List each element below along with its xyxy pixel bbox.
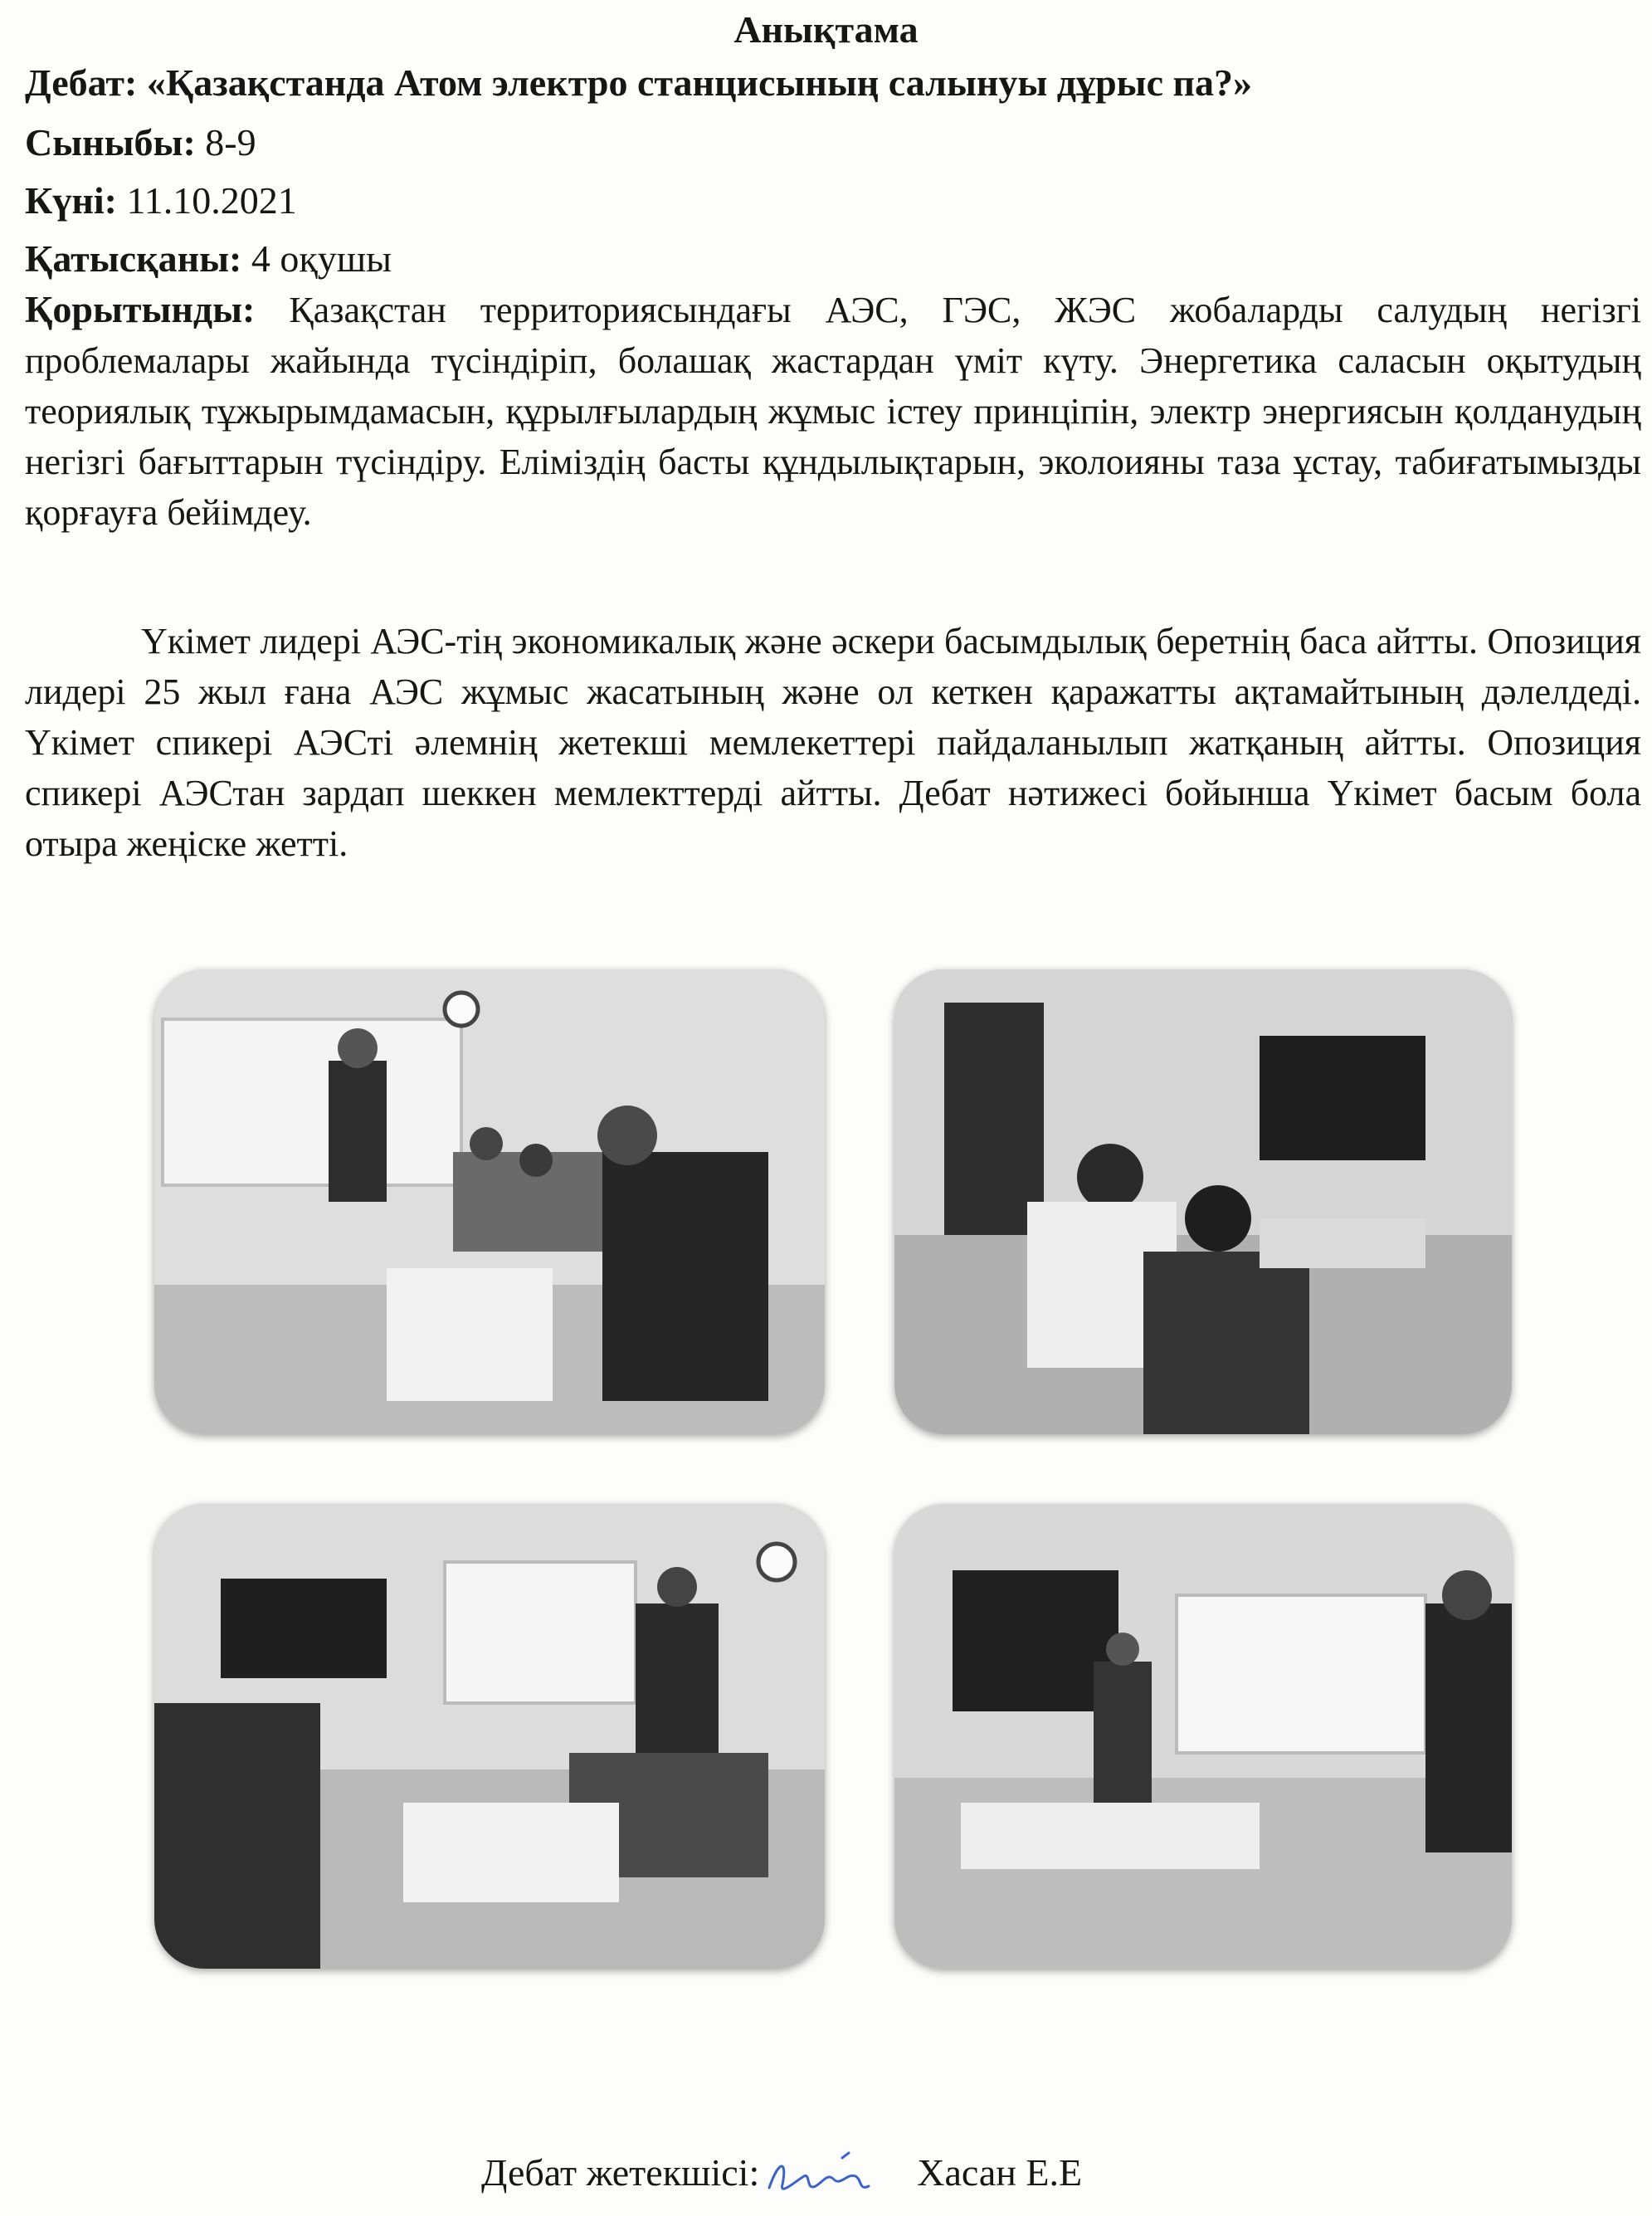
date-line — [25, 178, 297, 224]
handwritten-signature — [763, 2151, 887, 2201]
classroom-photo-3 — [154, 1504, 825, 1969]
conclusion-text: Қазақстан территориясындағы АЭС, ГЭС, ЖЭС жобаларды салудың негізгі проблемалары жайында түсіндіріп, болашақ жастардан үміт күту. Энергетика саласын оқытудың теориялық тұжырымдамасын, құрылғылардың жұмыс істеу принціпін, электр энергиясын қолданудың негізгі бағыттарын түсіндіру. Еліміздің басты құндылықтарын, эколоияны таза ұстау, табиғатымызды қорғауға бейімдеу. — [25, 290, 1641, 533]
classroom-photo-4 — [894, 1504, 1512, 1969]
debate-line — [25, 60, 1252, 106]
class-value: 8-9 — [205, 121, 256, 164]
debate-summary-paragraph: Үкімет лидері АЭС-тің экономикалық және әскери басымдылық беретнің баса айтты. Опозиция лидері 25 жыл ғана АЭС жұмыс жасатының және ол кеткен қаражатты ақтамайтының дәлелдеді. Үкімет спикері АЭСті әлемнің жетекші мемлекеттері пайдаланылып жатқаның айтты. Опозиция спикері АЭСтан зардап шеккен мемлекттерді айтты. Дебат нәтижесі бойынша Үкімет басым бола отыра жеңіске жетті. — [25, 621, 1641, 864]
signature-label: Дебат жетекшісі: — [481, 2151, 760, 2194]
signature-name: Хасан Е.Е — [917, 2151, 1083, 2194]
signature-line — [481, 2150, 1082, 2201]
participants-label: Қатысқаны: — [25, 237, 242, 280]
document-title: Анықтама — [733, 8, 919, 51]
participants-line — [25, 236, 392, 282]
classroom-photo-2 — [894, 969, 1512, 1434]
conclusion-paragraph — [25, 284, 1641, 538]
debate-label: Дебат: — [25, 61, 138, 104]
class-line — [25, 120, 256, 166]
debate-topic: «Қазақстанда Атом электро станцисының салынуы дұрыс па?» — [146, 61, 1252, 104]
classroom-photo-1 — [154, 969, 825, 1434]
participants-value: 4 оқушы — [251, 237, 392, 280]
conclusion-label: Қорытынды: — [25, 288, 256, 330]
date-value: 11.10.2021 — [126, 179, 297, 222]
class-label: Сыныбы: — [25, 121, 196, 164]
date-label: Күні: — [25, 179, 117, 222]
